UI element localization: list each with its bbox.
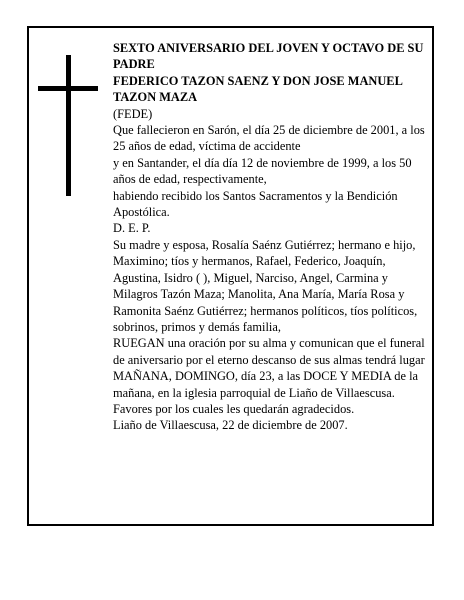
death-details-second: y en Santander, el día día 12 de noviembre de 1999, a los 50 años de edad, respectivamente, bbox=[113, 155, 412, 187]
obituary-text bbox=[113, 40, 425, 434]
sacraments-text: habiendo recibido los Santos Sacramentos y la Bendición Apostólica. bbox=[113, 188, 398, 220]
nickname: (FEDE) bbox=[113, 106, 153, 121]
place-date: Liaño de Villaescusa, 22 de diciembre de 2007. bbox=[113, 418, 348, 433]
death-details: Que fallecieron en Sarón, el día 25 de diciembre de 2001, a los 25 años de edad, víctima de accidente bbox=[113, 123, 425, 154]
cross-vertical-bar bbox=[66, 55, 71, 196]
cross-horizontal-bar bbox=[38, 86, 98, 91]
request-text: RUEGAN una oración por su alma y comunican que el funeral de aniversario por el eterno descanso de sus almas tendrá lugar MAÑANA, DOMINGO, día 23, a las DOCE Y MEDIA de la mañana, en la iglesia parroquial de Liaño de Villaescusa. Favores por los cuales les quedarán agradecidos. bbox=[113, 336, 425, 416]
anniversary-heading: SEXTO ANIVERSARIO DEL JOVEN Y OCTAVO DE SU PADRE bbox=[113, 41, 424, 72]
rip-text: D. E. P. bbox=[113, 221, 151, 236]
deceased-names: FEDERICO TAZON SAENZ Y DON JOSE MANUEL TAZON MAZA bbox=[113, 73, 403, 105]
cross-icon bbox=[38, 55, 98, 196]
family-text: Su madre y esposa, Rosalía Saénz Gutiérrez; hermano e hijo, Maximino; tíos y hermanos, Rafael, Federico, Joaquín, Agustina, Isidro ( ), Miguel, Narciso, Angel, Carmina y Milagros Tazón Maza; Manolita, Ana María, María Rosa y Ramonita Saénz Gutiérrez; hermanos políticos, tíos políticos, sobrinos, primos y demás familia, bbox=[113, 237, 418, 334]
